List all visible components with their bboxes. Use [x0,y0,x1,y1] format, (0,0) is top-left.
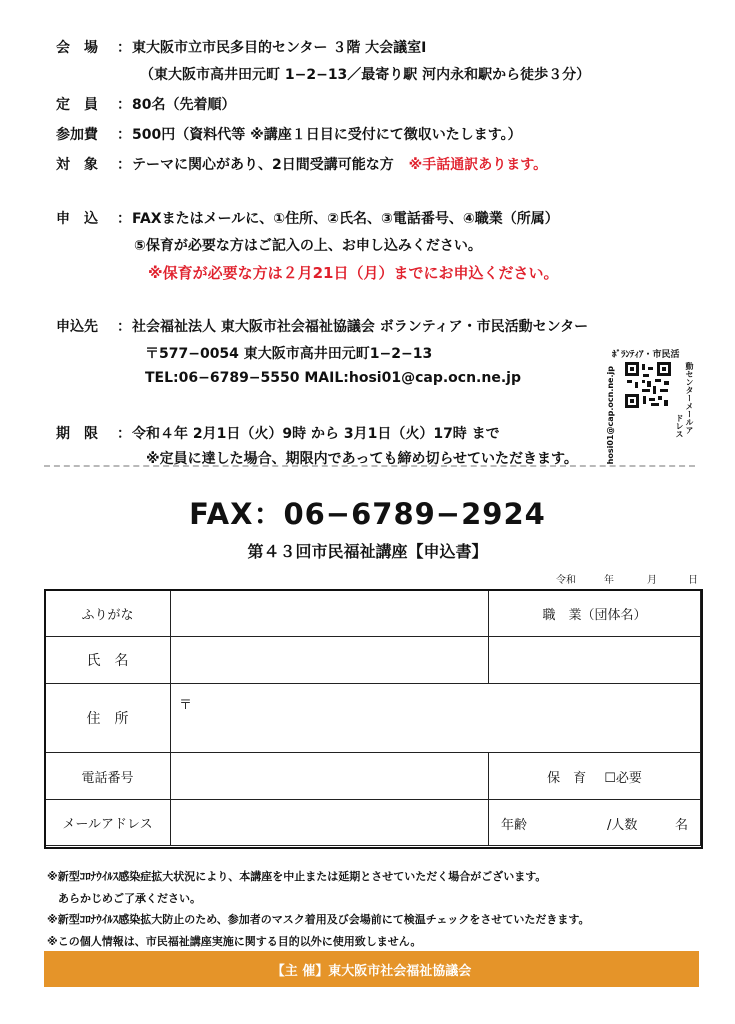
furigana-label: ふりがな [45,590,171,637]
fax-number: FAX：06−6789−2924 [189,497,546,531]
name-label: 氏 名 [45,637,171,684]
apply-text-1: FAXまたはメールに、①住所、②氏名、③電話番号、④職業（所属） [132,211,559,227]
apply-label: 申 込 [56,211,98,227]
colon: ： [117,40,131,56]
capacity-label: 定 員 [56,97,98,113]
date-era: 令和 [556,575,576,586]
phone-label: 電話番号 [45,753,171,800]
venue-text: 東大阪市立市民多目的センター ３階 大会議室Ⅰ [132,40,427,56]
colon: ： [117,211,131,227]
capacity-text: 80名（先着順） [132,97,236,113]
childcare-checkbox[interactable]: ☐必要 [604,770,642,786]
email-label: メールアドレス [45,800,171,846]
deadline-label: 期 限 [56,426,98,442]
note-1: ※新型ｺﾛﾅｳｲﾙｽ感染症拡大状況により、本講座を中止または延期とさせていただく場合がございます。 [47,870,547,883]
note-3: ※新型ｺﾛﾅｳｲﾙｽ感染拡大防止のため、参加者のマスク着用及び会場前にて検温チェックをさせていただきます。 [47,913,590,926]
notes [47,866,590,952]
name-field[interactable] [171,637,489,684]
apply-text-2: ⑤保育が必要な方はご記入の上、お申し込みください。 [134,238,482,254]
form-title: 第４３回市民福祉講座【申込書】 [247,542,488,561]
colon: ： [117,127,131,143]
destination-label: 申込先 [56,319,98,335]
destination-contact: TEL:06−6789−5550 MAIL:hosi01@cap.ocn.ne.jp [145,370,521,386]
target-row [56,154,547,174]
deadline-text: 令和４年 2月1日（火）9時 から 3月1日（火）17時 まで [132,426,500,442]
fee-row [56,124,522,144]
target-label: 対 象 [56,157,98,173]
cut-line [44,465,695,467]
destination-org: 社会福祉法人 東大阪市社会福祉協議会 ボランティア・市民活動センター [132,319,589,335]
occupation-label: 職 業（団体名） [489,590,701,637]
email-field[interactable] [171,800,489,846]
phone-field[interactable] [171,753,489,800]
fee-label: 参加費 [56,127,98,143]
qr-side-text: 動センターメールア [685,362,694,434]
postal-mark: 〒 [179,698,193,713]
childcare-deadline-note: ※保育が必要な方は２月21日（月）までにお申込ください。 [148,264,559,282]
qr-email-vertical: hosi01@cap.ocn.ne.jp [606,366,615,465]
venue-sub: （東大阪市高井田元町 1−2−13／最寄り駅 河内永和駅から徒歩３分） [140,67,591,83]
furigana-field[interactable] [171,590,489,637]
qr-code-icon [625,362,671,408]
people-label: /人数 [607,818,638,833]
people-unit: 名 [675,818,689,833]
qr-code-block [606,344,698,465]
apply-row [56,208,559,228]
address-field[interactable] [171,684,701,753]
colon: ： [117,157,131,173]
age-people-cell[interactable] [489,800,701,846]
qr-caption: ﾎﾞﾗﾝﾃｨｱ・市民活 [612,350,680,360]
organizer-bar [44,951,699,987]
venue-label: 会 場 [56,40,98,56]
occupation-field[interactable] [489,637,701,684]
fee-text: 500円（資料代等 ※講座１日目に受付にて徴収いたします。） [132,127,522,143]
note-4: ※この個人情報は、市民福祉講座実施に関する目的以外に使用致しません。 [47,934,422,948]
application-form-table [44,589,701,846]
destination-row [56,316,588,336]
note-2: あらかじめご了承ください。 [47,891,201,905]
date-year: 年 [604,575,614,586]
venue-row [56,37,426,57]
childcare-label: 保 育 [547,770,587,786]
deadline-row [56,423,500,443]
childcare-cell [489,753,701,800]
colon: ： [117,426,131,442]
colon: ： [117,319,131,335]
age-label: 年齢 [501,818,528,833]
deadline-note: ※定員に達した場合、期限内であっても締め切らせていただきます。 [146,451,578,467]
target-text: テーマに関心があり、2日間受講可能な方 [132,157,394,173]
destination-address: 〒577−0054 東大阪市高井田元町1−2−13 [145,346,433,362]
address-label: 住 所 [45,684,171,753]
date-month: 月 [647,575,657,586]
qr-side-text-2: ドレス [675,414,684,438]
colon: ： [117,97,131,113]
date-day: 日 [688,575,698,586]
capacity-row [56,94,235,114]
organizer-text: 【主 催】東大阪市社会福祉協議会 [271,963,472,979]
sign-language-note: ※手話通訳あります。 [408,157,548,173]
